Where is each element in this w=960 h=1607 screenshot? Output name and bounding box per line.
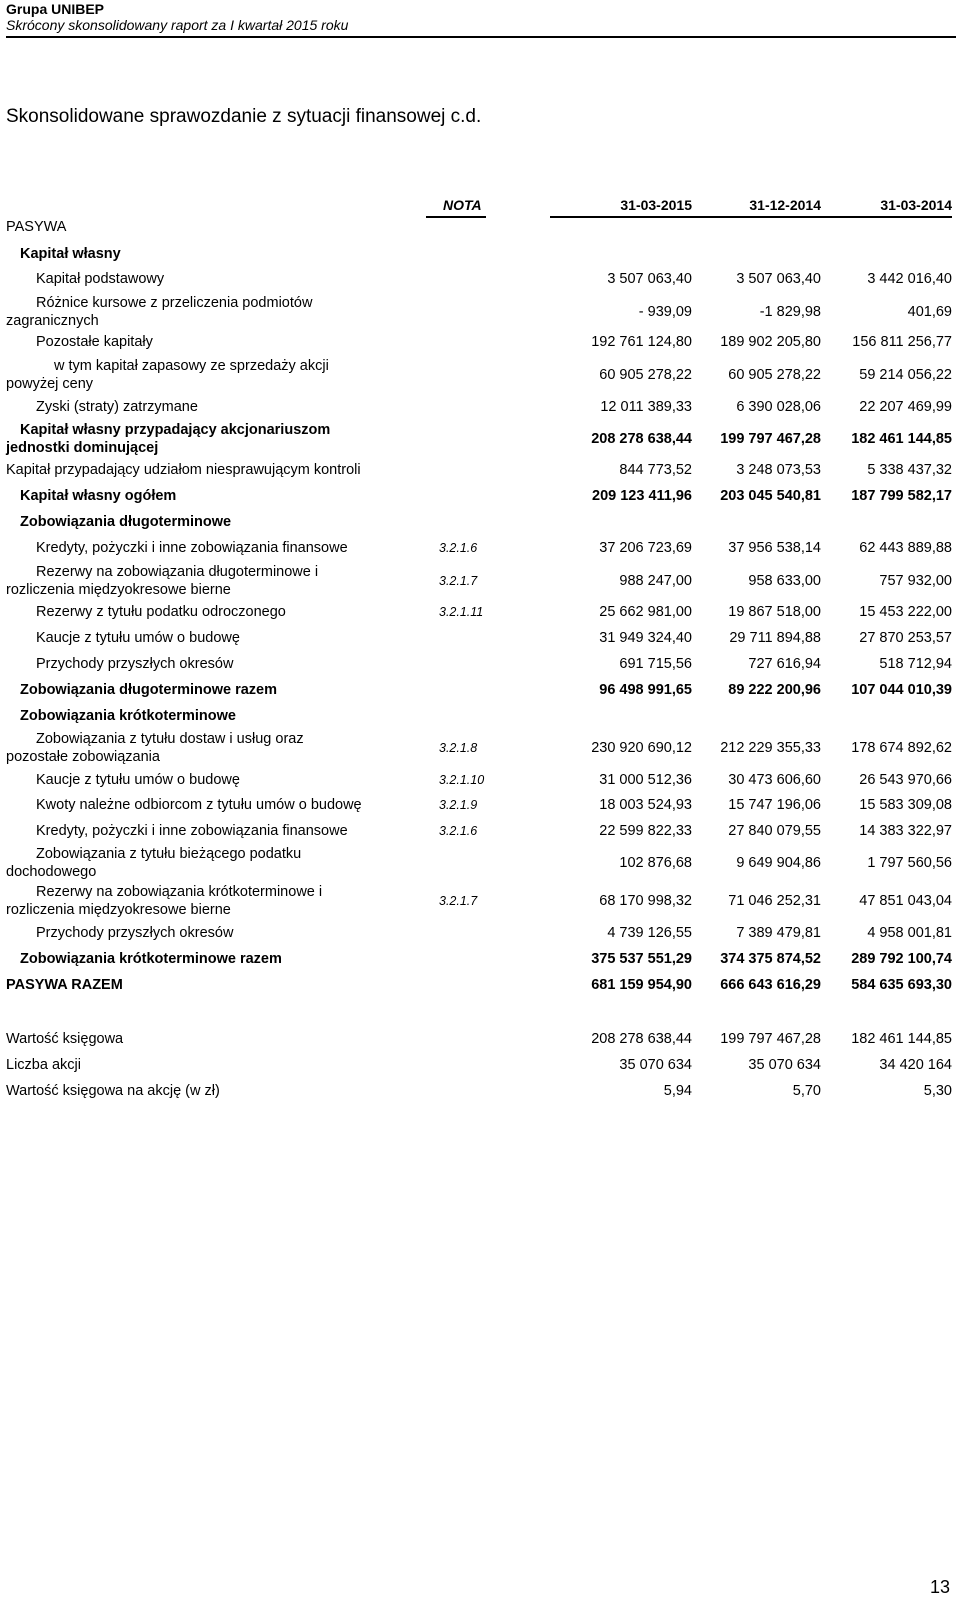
row-label-line-2: zagranicznych xyxy=(6,313,99,329)
row-note-ref: 3.2.1.11 xyxy=(439,605,484,619)
row-value-v3: 1 797 560,56 xyxy=(867,855,952,871)
row-value-v2: 30 473 606,60 xyxy=(728,772,821,788)
row-value-v3: 14 383 322,97 xyxy=(859,823,952,839)
column-header-date-2: 31-12-2014 xyxy=(749,197,821,213)
row-value-v1: 375 537 551,29 xyxy=(591,951,692,967)
column-rule-date-3 xyxy=(810,216,952,218)
column-header-nota: NOTA xyxy=(443,197,482,213)
row-note-ref: 3.2.1.10 xyxy=(439,773,485,787)
row-value-v1: 691 715,56 xyxy=(619,656,692,672)
row-note-ref: 3.2.1.8 xyxy=(439,741,478,755)
row-value-v3: 62 443 889,88 xyxy=(859,540,952,556)
row-label: Kwoty należne odbiorcom z tytułu umów o budowę xyxy=(36,797,362,813)
row-value-v2: 29 711 894,88 xyxy=(729,630,821,646)
row-label-line-2: pozostałe zobowiązania xyxy=(6,749,160,765)
row-value-v1: 22 599 822,33 xyxy=(599,823,692,839)
row-value-v1: 3 507 063,40 xyxy=(607,271,692,287)
header-divider xyxy=(6,36,956,38)
row-value-v1: 988 247,00 xyxy=(619,573,692,589)
row-label: Pozostałe kapitały xyxy=(36,334,153,350)
row-value-v2: 199 797 467,28 xyxy=(720,431,821,447)
row-value-v1: 681 159 954,90 xyxy=(591,977,692,993)
page-number: 13 xyxy=(929,1577,950,1597)
row-value-v2: 37 956 538,14 xyxy=(728,540,821,556)
row-value-v1: 192 761 124,80 xyxy=(591,334,692,350)
column-header-date-3: 31-03-2014 xyxy=(880,197,952,213)
row-value-v1: 844 773,52 xyxy=(619,462,692,478)
row-value-v3: 27 870 253,57 xyxy=(859,630,952,646)
row-label-line-2: powyżej ceny xyxy=(6,376,94,392)
row-label: Kapitał własny xyxy=(20,246,121,262)
row-value-v3: 182 461 144,85 xyxy=(851,431,952,447)
row-value-v2: 3 507 063,40 xyxy=(736,271,821,287)
row-label: Liczba akcji xyxy=(6,1057,81,1073)
row-label: Kaucje z tytułu umów o budowę xyxy=(36,630,240,646)
row-value-v1: 12 011 389,33 xyxy=(600,399,692,415)
row-value-v1: 68 170 998,32 xyxy=(599,893,692,909)
row-value-v3: 289 792 100,74 xyxy=(851,951,952,967)
row-value-v1: 230 920 690,12 xyxy=(591,740,692,756)
row-label: Przychody przyszłych okresów xyxy=(36,925,234,941)
row-value-v3: 15 583 309,08 xyxy=(859,797,952,813)
row-value-v3: 178 674 892,62 xyxy=(851,740,952,756)
row-label-line-1: Różnice kursowe z przeliczenia podmiotów xyxy=(36,295,313,311)
row-value-v1: 37 206 723,69 xyxy=(599,540,692,556)
row-value-v3: 59 214 056,22 xyxy=(859,367,952,383)
row-label: Wartość księgowa xyxy=(6,1031,124,1047)
row-value-v2: 212 229 355,33 xyxy=(720,740,821,756)
row-value-v1: 208 278 638,44 xyxy=(591,431,692,447)
row-value-v2: 5,70 xyxy=(792,1083,821,1099)
row-note-ref: 3.2.1.6 xyxy=(439,824,478,838)
row-value-v1: 209 123 411,96 xyxy=(592,488,692,504)
row-value-v1: 31 000 512,36 xyxy=(599,772,692,788)
row-note-ref: 3.2.1.7 xyxy=(439,574,478,588)
row-value-v2: 189 902 205,80 xyxy=(720,334,821,350)
report-subtitle: Skrócony skonsolidowany raport za I kwartał 2015 roku xyxy=(6,17,349,33)
row-label-line-1: Rezerwy na zobowiązania długoterminowe i xyxy=(36,564,319,580)
row-value-v3: 22 207 469,99 xyxy=(859,399,952,415)
row-label: Kapitał własny ogółem xyxy=(20,488,177,504)
row-value-v3: 5,30 xyxy=(923,1083,952,1099)
column-header-date-1: 31-03-2015 xyxy=(620,197,692,213)
row-value-v3: 3 442 016,40 xyxy=(867,271,952,287)
row-value-v2: 7 389 479,81 xyxy=(736,925,821,941)
row-label-line-1: Kapitał własny przypadający akcjonariuszom xyxy=(20,422,331,438)
row-value-v2: 6 390 028,06 xyxy=(736,399,821,415)
row-label: PASYWA RAZEM xyxy=(6,977,123,993)
row-value-v2: 19 867 518,00 xyxy=(728,604,821,620)
row-note-ref: 3.2.1.7 xyxy=(439,894,478,908)
row-value-v2: 35 070 634 xyxy=(748,1057,821,1073)
row-value-v3: 15 453 222,00 xyxy=(859,604,952,620)
row-value-v3: 757 932,00 xyxy=(879,573,952,589)
row-value-v1: 18 003 524,93 xyxy=(599,797,692,813)
row-value-v2: 203 045 540,81 xyxy=(720,488,821,504)
row-value-v2: 666 643 616,29 xyxy=(720,977,821,993)
row-value-v3: 107 044 010,39 xyxy=(851,682,952,698)
row-label: Kapitał przypadający udziałom niesprawującym kontroli xyxy=(6,462,361,478)
row-value-v2: 60 905 278,22 xyxy=(728,367,821,383)
row-value-v2: 89 222 200,96 xyxy=(728,682,821,698)
row-value-v3: 26 543 970,66 xyxy=(859,772,952,788)
row-value-v1: 96 498 991,65 xyxy=(599,682,692,698)
row-value-v2: 958 633,00 xyxy=(748,573,821,589)
row-label: Zobowiązania krótkoterminowe xyxy=(20,708,236,724)
row-label: Wartość księgowa na akcję (w zł) xyxy=(6,1083,220,1099)
row-label-line-2: dochodowego xyxy=(6,864,97,880)
row-label: Kapitał podstawowy xyxy=(36,271,165,287)
row-value-v3: 584 635 693,30 xyxy=(851,977,952,993)
row-value-v1: 102 876,68 xyxy=(619,855,692,871)
row-value-v1: 4 739 126,55 xyxy=(607,925,692,941)
row-label: Rezerwy z tytułu podatku odroczonego xyxy=(36,604,286,620)
row-value-v3: 182 461 144,85 xyxy=(851,1031,952,1047)
row-label: Kredyty, pożyczki i inne zobowiązania finansowe xyxy=(36,540,348,556)
page-title: Skonsolidowane sprawozdanie z sytuacji finansowej c.d. xyxy=(6,106,482,127)
row-note-ref: 3.2.1.9 xyxy=(439,798,478,812)
row-value-v3: 5 338 437,32 xyxy=(867,462,952,478)
row-label-line-2: jednostki dominującej xyxy=(6,440,159,456)
row-value-v2: 71 046 252,31 xyxy=(728,893,821,909)
row-label: Zobowiązania długoterminowe xyxy=(20,514,232,530)
row-label-line-1: Zobowiązania z tytułu dostaw i usług oraz xyxy=(36,731,304,747)
row-label: Zobowiązania krótkoterminowe razem xyxy=(20,951,282,967)
row-value-v1: 25 662 981,00 xyxy=(599,604,692,620)
column-rule-date-2 xyxy=(680,216,818,218)
company-name: Grupa UNIBEP xyxy=(6,1,105,17)
row-label: Zyski (straty) zatrzymane xyxy=(36,399,198,415)
row-value-v1: 35 070 634 xyxy=(619,1057,692,1073)
column-rule-date-1 xyxy=(550,216,688,218)
row-note-ref: 3.2.1.6 xyxy=(439,541,478,555)
row-value-v1: 31 949 324,40 xyxy=(599,630,692,646)
row-value-v1: 60 905 278,22 xyxy=(599,367,692,383)
row-value-v3: 187 799 582,17 xyxy=(851,488,952,504)
row-label: Przychody przyszłych okresów xyxy=(36,656,234,672)
row-label: Kaucje z tytułu umów o budowę xyxy=(36,772,240,788)
row-label-line-1: Rezerwy na zobowiązania krótkoterminowe i xyxy=(36,884,323,900)
row-value-v2: 3 248 073,53 xyxy=(736,462,821,478)
row-value-v3: 34 420 164 xyxy=(879,1057,952,1073)
row-label-line-2: rozliczenia międzyokresowe bierne xyxy=(6,902,231,918)
row-label-line-1: w tym kapitał zapasowy ze sprzedaży akcji xyxy=(54,358,329,374)
row-value-v3: 518 712,94 xyxy=(879,656,952,672)
row-label: Kredyty, pożyczki i inne zobowiązania finansowe xyxy=(36,823,348,839)
row-value-v2: 27 840 079,55 xyxy=(728,823,821,839)
row-label-line-1: Zobowiązania z tytułu bieżącego podatku xyxy=(36,846,302,862)
row-value-v1: 5,94 xyxy=(663,1083,692,1099)
row-value-v1: - 939,09 xyxy=(638,304,692,320)
row-value-v2: 374 375 874,52 xyxy=(720,951,821,967)
row-label-line-2: rozliczenia międzyokresowe bierne xyxy=(6,582,231,598)
row-label: Zobowiązania długoterminowe razem xyxy=(20,682,278,698)
row-value-v2: -1 829,98 xyxy=(759,304,821,320)
row-value-v3: 156 811 256,77 xyxy=(852,334,952,350)
report-header xyxy=(6,1,348,34)
row-value-v3: 4 958 001,81 xyxy=(867,925,952,941)
row-value-v3: 401,69 xyxy=(907,304,952,320)
row-value-v2: 15 747 196,06 xyxy=(728,797,821,813)
row-value-v1: 208 278 638,44 xyxy=(591,1031,692,1047)
column-rule-nota xyxy=(426,216,486,218)
row-label: PASYWA xyxy=(6,219,67,235)
row-value-v2: 199 797 467,28 xyxy=(720,1031,821,1047)
row-value-v2: 727 616,94 xyxy=(748,656,821,672)
row-value-v2: 9 649 904,86 xyxy=(736,855,821,871)
row-value-v3: 47 851 043,04 xyxy=(859,893,952,909)
